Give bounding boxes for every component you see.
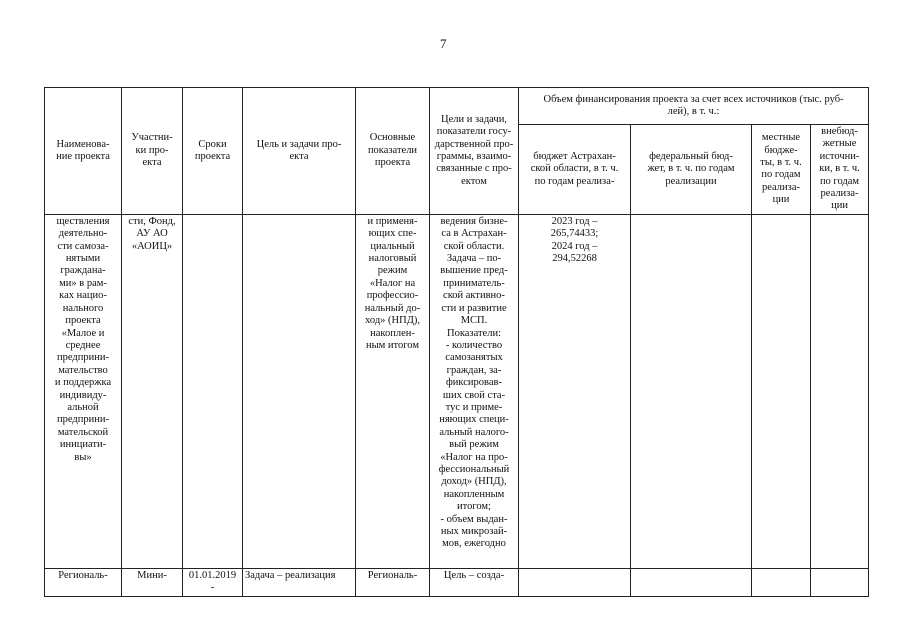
header-budget-region: бюджет Астрахан- ской области, в т. ч. по годам реализа-	[519, 125, 631, 215]
cell-budget-extra	[811, 568, 869, 596]
cell-budget-local	[752, 568, 811, 596]
cell-state-program: Цель – созда-	[430, 568, 519, 596]
cell-participants: сти, Фонд, АУ АО «АОИЦ»	[122, 214, 183, 568]
cell-terms	[183, 214, 243, 568]
cell-budget-extra	[811, 214, 869, 568]
table-row	[45, 214, 869, 568]
cell-indicators: Региональ-	[356, 568, 430, 596]
projects-table	[44, 87, 869, 597]
header-budget-federal: федеральный бюд- жет, в т. ч. по годам реализации	[631, 125, 752, 215]
cell-budget-local	[752, 214, 811, 568]
header-financing: Объем финансирования проекта за счет всех источников (тыс. руб- лей), в т. ч.:	[519, 88, 869, 125]
header-name: Наименова- ние проекта	[45, 88, 122, 215]
cell-goals	[243, 214, 356, 568]
page-number: 7	[440, 36, 447, 51]
header-goals: Цель и задачи про- екта	[243, 88, 356, 215]
cell-participants: Мини-	[122, 568, 183, 596]
cell-goals: Задача – реализация	[243, 568, 356, 596]
header-state-program: Цели и задачи, показатели госу- дарственной про- граммы, взаимо- связанные с про- ектом	[430, 88, 519, 215]
header-row	[45, 88, 869, 125]
header-participants: Участни- ки про- екта	[122, 88, 183, 215]
table-row	[45, 568, 869, 596]
cell-name: Региональ-	[45, 568, 122, 596]
cell-name: ществления деятельно- сти самоза- нятыми граждана- ми» в рам- ках нацио- нального проекта «Малое и среднее предприни- мательство и поддержка индивиду- альной предприни- мательской инициати- вы»	[45, 214, 122, 568]
header-budget-local: местные бюдже- ты, в т. ч. по годам реализа- ции	[752, 125, 811, 215]
cell-terms: 01.01.2019 -	[183, 568, 243, 596]
cell-budget-federal	[631, 214, 752, 568]
header-terms: Сроки проекта	[183, 88, 243, 215]
cell-budget-region	[519, 568, 631, 596]
cell-state-program: ведения бизне- са в Астрахан- ской области. Задача – по- вышение пред- приниматель- ской активно- сти и развитие МСП. Показатели: - количество самозанятых граждан, за- фиксировав- ших свой ста- тус и приме- няющих специ- альный налого- вый режим «Налог на про- фессиональный доход» (НПД), накопленным итогом; - объем выдан- ных микрозай- мов, ежегодно	[430, 214, 519, 568]
cell-budget-region: 2023 год – 265,74433; 2024 год – 294,52268	[519, 214, 631, 568]
header-indicators: Основные показатели проекта	[356, 88, 430, 215]
header-budget-extra: внебюд- жетные источни- ки, в т. ч. по годам реализа- ции	[811, 125, 869, 215]
cell-indicators: и применя- ющих спе- циальный налоговый режим «Налог на профессио- нальный до- ход» (НПД), накоплен- ным итогом	[356, 214, 430, 568]
cell-budget-federal	[631, 568, 752, 596]
